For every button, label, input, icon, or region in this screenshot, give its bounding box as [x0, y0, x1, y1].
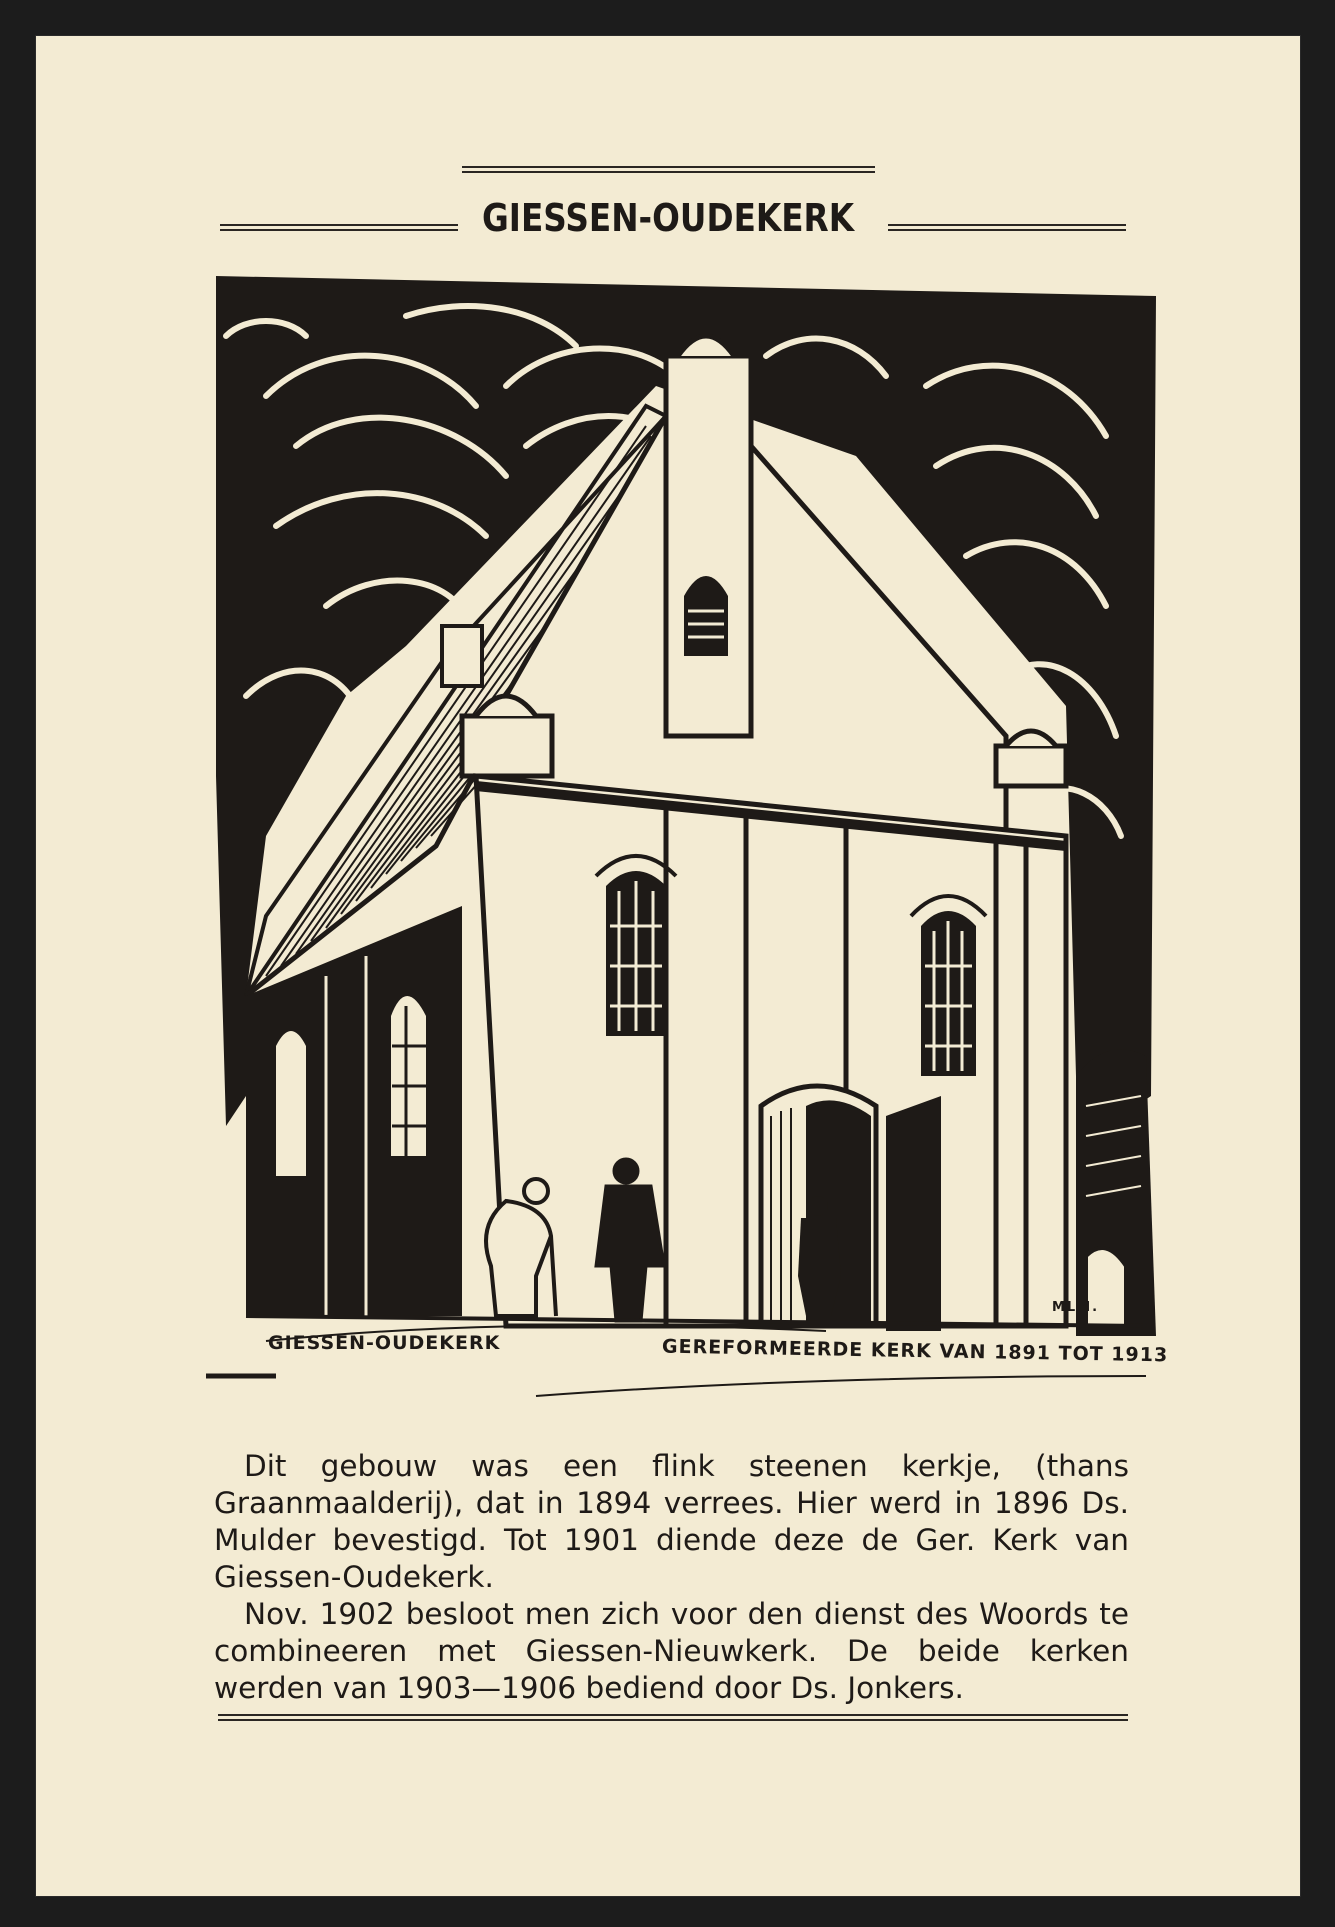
- description-text: [214, 1448, 1129, 1707]
- page-title: GIESSEN-OUDEKERK: [481, 196, 855, 240]
- bottom-rule: [218, 1714, 1128, 1721]
- paragraph-2: Nov. 1902 besloot men zich voor den dienst des Woords te combineeren met Giessen-Nieuwkerk. De beide kerken werden van 1903—1906 bediend door Ds. Jonkers.: [214, 1597, 1129, 1705]
- church-illustration: [206, 276, 1169, 1416]
- illustration-caption-right: GEREFORMEERDE KERK VAN 1891 TOT 1913: [661, 1335, 1169, 1367]
- paragraph-1: Dit gebouw was een flink steenen kerkje, (thans Graanmaalderij), dat in 1894 verrees. Hier werd in 1896 Ds. Mulder bevestigd. Tot 1901 diende deze de Ger. Kerk van Giessen-Oudekerk.: [214, 1449, 1129, 1594]
- illustration-caption-left: GIESSEN-OUDEKERK: [268, 1332, 501, 1354]
- postcard: [36, 36, 1300, 1896]
- top-rule: [462, 166, 875, 173]
- artist-signature: MLM.: [1052, 1300, 1100, 1315]
